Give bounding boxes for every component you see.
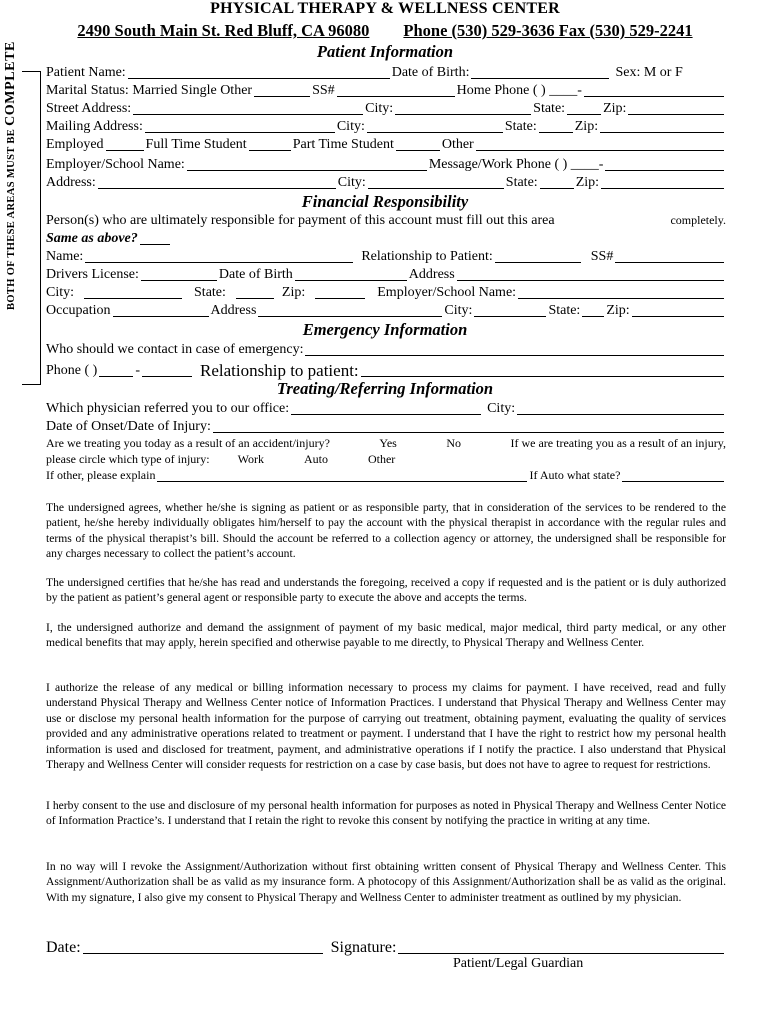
state-field[interactable] xyxy=(567,102,601,115)
signature-field[interactable] xyxy=(398,940,724,954)
section-patient-info: Patient Information xyxy=(316,42,454,61)
date-field[interactable] xyxy=(83,940,323,954)
row-referral: Which physician referred you to our office: City: xyxy=(46,400,726,417)
resp-zip-field[interactable] xyxy=(315,286,365,299)
zip-field[interactable] xyxy=(628,102,724,115)
paragraph-release: I authorize the release of any medical or billing information necessary to process my claims for payment. I have received, read and fully understand Physical Therapy and Wellness Center notice of Information Practices. I understand that Physical Therapy and Wellness Center may use or disclose my personal health information for the purpose of carrying out treatment, obtaining payment, evaluating the quality of services provided and any administrative operations related to treatment or payment. I understand that I have the right to restrict how my personal health information is used and disclosed for treatment, payment, and administrative operations if I notify the practice. I also understand that Physical Therapy and Wellness Center will consider requests for restriction on a case by case basis, but does not have to agree to request for restrictions. xyxy=(46,681,726,772)
row-occupation: Occupation Address City: State: Zip: xyxy=(46,302,726,319)
occupation-state-field[interactable] xyxy=(582,304,604,317)
paragraph-agreement: The undersigned agrees, whether he/she is signing as patient or as responsible party, that in consideration of the services to be rendered to the patient, he/she hereby individually obligates him/herself to pay the account with the physical therapist in accordance with the regular rules and terms of the physical therapist’s bill. Should the account be referred to a collection agency or attorney, the undersigned shall be responsible for any charges necessary to collect the patient’s account. xyxy=(46,501,726,561)
onset-field[interactable] xyxy=(213,420,724,433)
referral-city-field[interactable] xyxy=(517,402,724,415)
signature-caption: Patient/Legal Guardian xyxy=(453,956,584,971)
parttime-field[interactable] xyxy=(396,138,440,151)
employer-address-field[interactable] xyxy=(98,176,336,189)
row-drivers: Drivers License: Date of Birth Address xyxy=(46,266,726,283)
row-marital: Marital Status: Married Single Other SS# Home Phone ( ) ____- xyxy=(46,82,726,99)
resp-employer-field[interactable] xyxy=(518,286,724,299)
other-field[interactable] xyxy=(476,138,724,151)
row-accident: Are we treating you today as a result of an accident/injury? Yes No If we are treating you as a result of an injury, xyxy=(46,436,726,450)
resp-dob-field[interactable] xyxy=(295,268,407,281)
paragraph-assignment: I, the undersigned authorize and demand the assignment of payment of my basic medical, major medical, third party medical, or any other medical benefits that may apply, herein specified and otherwise payable to me directly, to Physical Therapy and Wellness Center. xyxy=(46,621,726,650)
section-emergency: Emergency Information xyxy=(302,320,468,339)
row-employment: Employed Full Time Student Part Time Student Other xyxy=(46,136,726,153)
organization-address xyxy=(0,21,770,41)
row-emergency-contact: Who should we contact in case of emergency: xyxy=(46,341,726,358)
license-field[interactable] xyxy=(141,268,217,281)
patient-name-field[interactable] xyxy=(128,66,390,79)
section-financial: Financial Responsibility xyxy=(301,192,469,211)
dob-field[interactable] xyxy=(471,66,609,79)
resp-name-field[interactable] xyxy=(85,250,353,263)
side-note: BOTH OF THESE AREAS MUST BE COMPLETE xyxy=(3,41,18,310)
resp-city-field[interactable] xyxy=(84,286,182,299)
paragraph-consent: I herby consent to the use and disclosure of my personal health information for purposes as noted in Physical Therapy and Wellness Center Notice of Information Practice’s. I understand that I retain the right to revoke this consent by notifying the practice in writing at any time. xyxy=(46,799,726,828)
row-mailing: Mailing Address: City: State: Zip: xyxy=(46,118,726,135)
row-financial-note: Person(s) who are ultimately responsible for payment of this account must fill out this area completely. xyxy=(46,213,726,228)
mailing-field[interactable] xyxy=(145,120,335,133)
paragraph-certification: The undersigned certifies that he/she has read and understands the foregoing, received a copy if requested and is the patient or is duly authorized by the patient as patient’s general agent or responsible party to execute the above and accepts the terms. xyxy=(46,576,726,605)
row-injury-type: please circle which type of injury: Work Auto Other xyxy=(46,452,396,466)
organization-name: PHYSICAL THERAPY & WELLNESS CENTER xyxy=(210,0,560,17)
row-resp-name: Name: Relationship to Patient: SS# xyxy=(46,248,726,265)
ssn-field[interactable] xyxy=(337,84,455,97)
section-treating: Treating/Referring Information xyxy=(276,379,494,398)
occupation-address-field[interactable] xyxy=(258,304,442,317)
resp-relationship-field[interactable] xyxy=(495,250,581,263)
emergency-phone-field[interactable] xyxy=(99,364,133,377)
occupation-city-field[interactable] xyxy=(474,304,546,317)
street-address: 2490 South Main St. Red Bluff, CA 96080 xyxy=(77,21,370,40)
employer-field[interactable] xyxy=(187,158,427,171)
referring-physician-field[interactable] xyxy=(291,402,481,415)
mailing-state-field[interactable] xyxy=(539,120,573,133)
emergency-relationship-field[interactable] xyxy=(361,364,724,377)
row-other-explain: If other, please explain If Auto what state? xyxy=(46,467,726,484)
row-onset: Date of Onset/Date of Injury: xyxy=(46,418,726,435)
row-resp-city: City: State: Zip: Employer/School Name: xyxy=(46,284,726,301)
row-street: Street Address: City: State: Zip: xyxy=(46,100,726,117)
same-field[interactable] xyxy=(140,232,170,245)
employer-state-field[interactable] xyxy=(540,176,574,189)
city-field[interactable] xyxy=(395,102,531,115)
paragraph-revoke: In no way will I revoke the Assignment/Authorization without first obtaining written consent of Physical Therapy and Wellness Center. This Assignment/Authorization shall be as valid as my insurance form. A photocopy of this Assignment/Authorization shall be as valid as the original. With my signature, I also give my consent to Physical Therapy and Wellness Center to administer treatment as outlined by my physician. xyxy=(46,860,726,904)
row-signature: Date: Signature: xyxy=(46,937,726,956)
row-emergency-phone: Phone ( ) - Relationship to patient: xyxy=(46,360,726,379)
row-patient-name: Patient Name: Date of Birth: Sex: M or F xyxy=(46,65,683,80)
occupation-field[interactable] xyxy=(113,304,209,317)
occupation-zip-field[interactable] xyxy=(632,304,724,317)
home-phone-field[interactable] xyxy=(584,84,724,97)
row-employer-address: Address: City: State: Zip: xyxy=(46,174,726,191)
emergency-contact-field[interactable] xyxy=(305,343,724,356)
row-same: Same as above? xyxy=(46,230,726,247)
employer-zip-field[interactable] xyxy=(601,176,724,189)
phone-fax: Phone (530) 529-3636 Fax (530) 529-2241 xyxy=(403,21,693,40)
emergency-phone-field-2[interactable] xyxy=(142,364,192,377)
other-explain-field[interactable] xyxy=(157,469,527,482)
marital-field[interactable] xyxy=(254,84,310,97)
employer-city-field[interactable] xyxy=(368,176,504,189)
mailing-zip-field[interactable] xyxy=(600,120,724,133)
employed-field[interactable] xyxy=(106,138,144,151)
fulltime-field[interactable] xyxy=(249,138,291,151)
street-field[interactable] xyxy=(133,102,363,115)
mailing-city-field[interactable] xyxy=(367,120,503,133)
resp-state-field[interactable] xyxy=(236,286,274,299)
resp-ssn-field[interactable] xyxy=(615,250,724,263)
row-employer: Employer/School Name: Message/Work Phone ( ) ____- xyxy=(46,156,726,173)
auto-state-field[interactable] xyxy=(622,469,724,482)
resp-address-field[interactable] xyxy=(457,268,724,281)
message-phone-field[interactable] xyxy=(605,158,724,171)
